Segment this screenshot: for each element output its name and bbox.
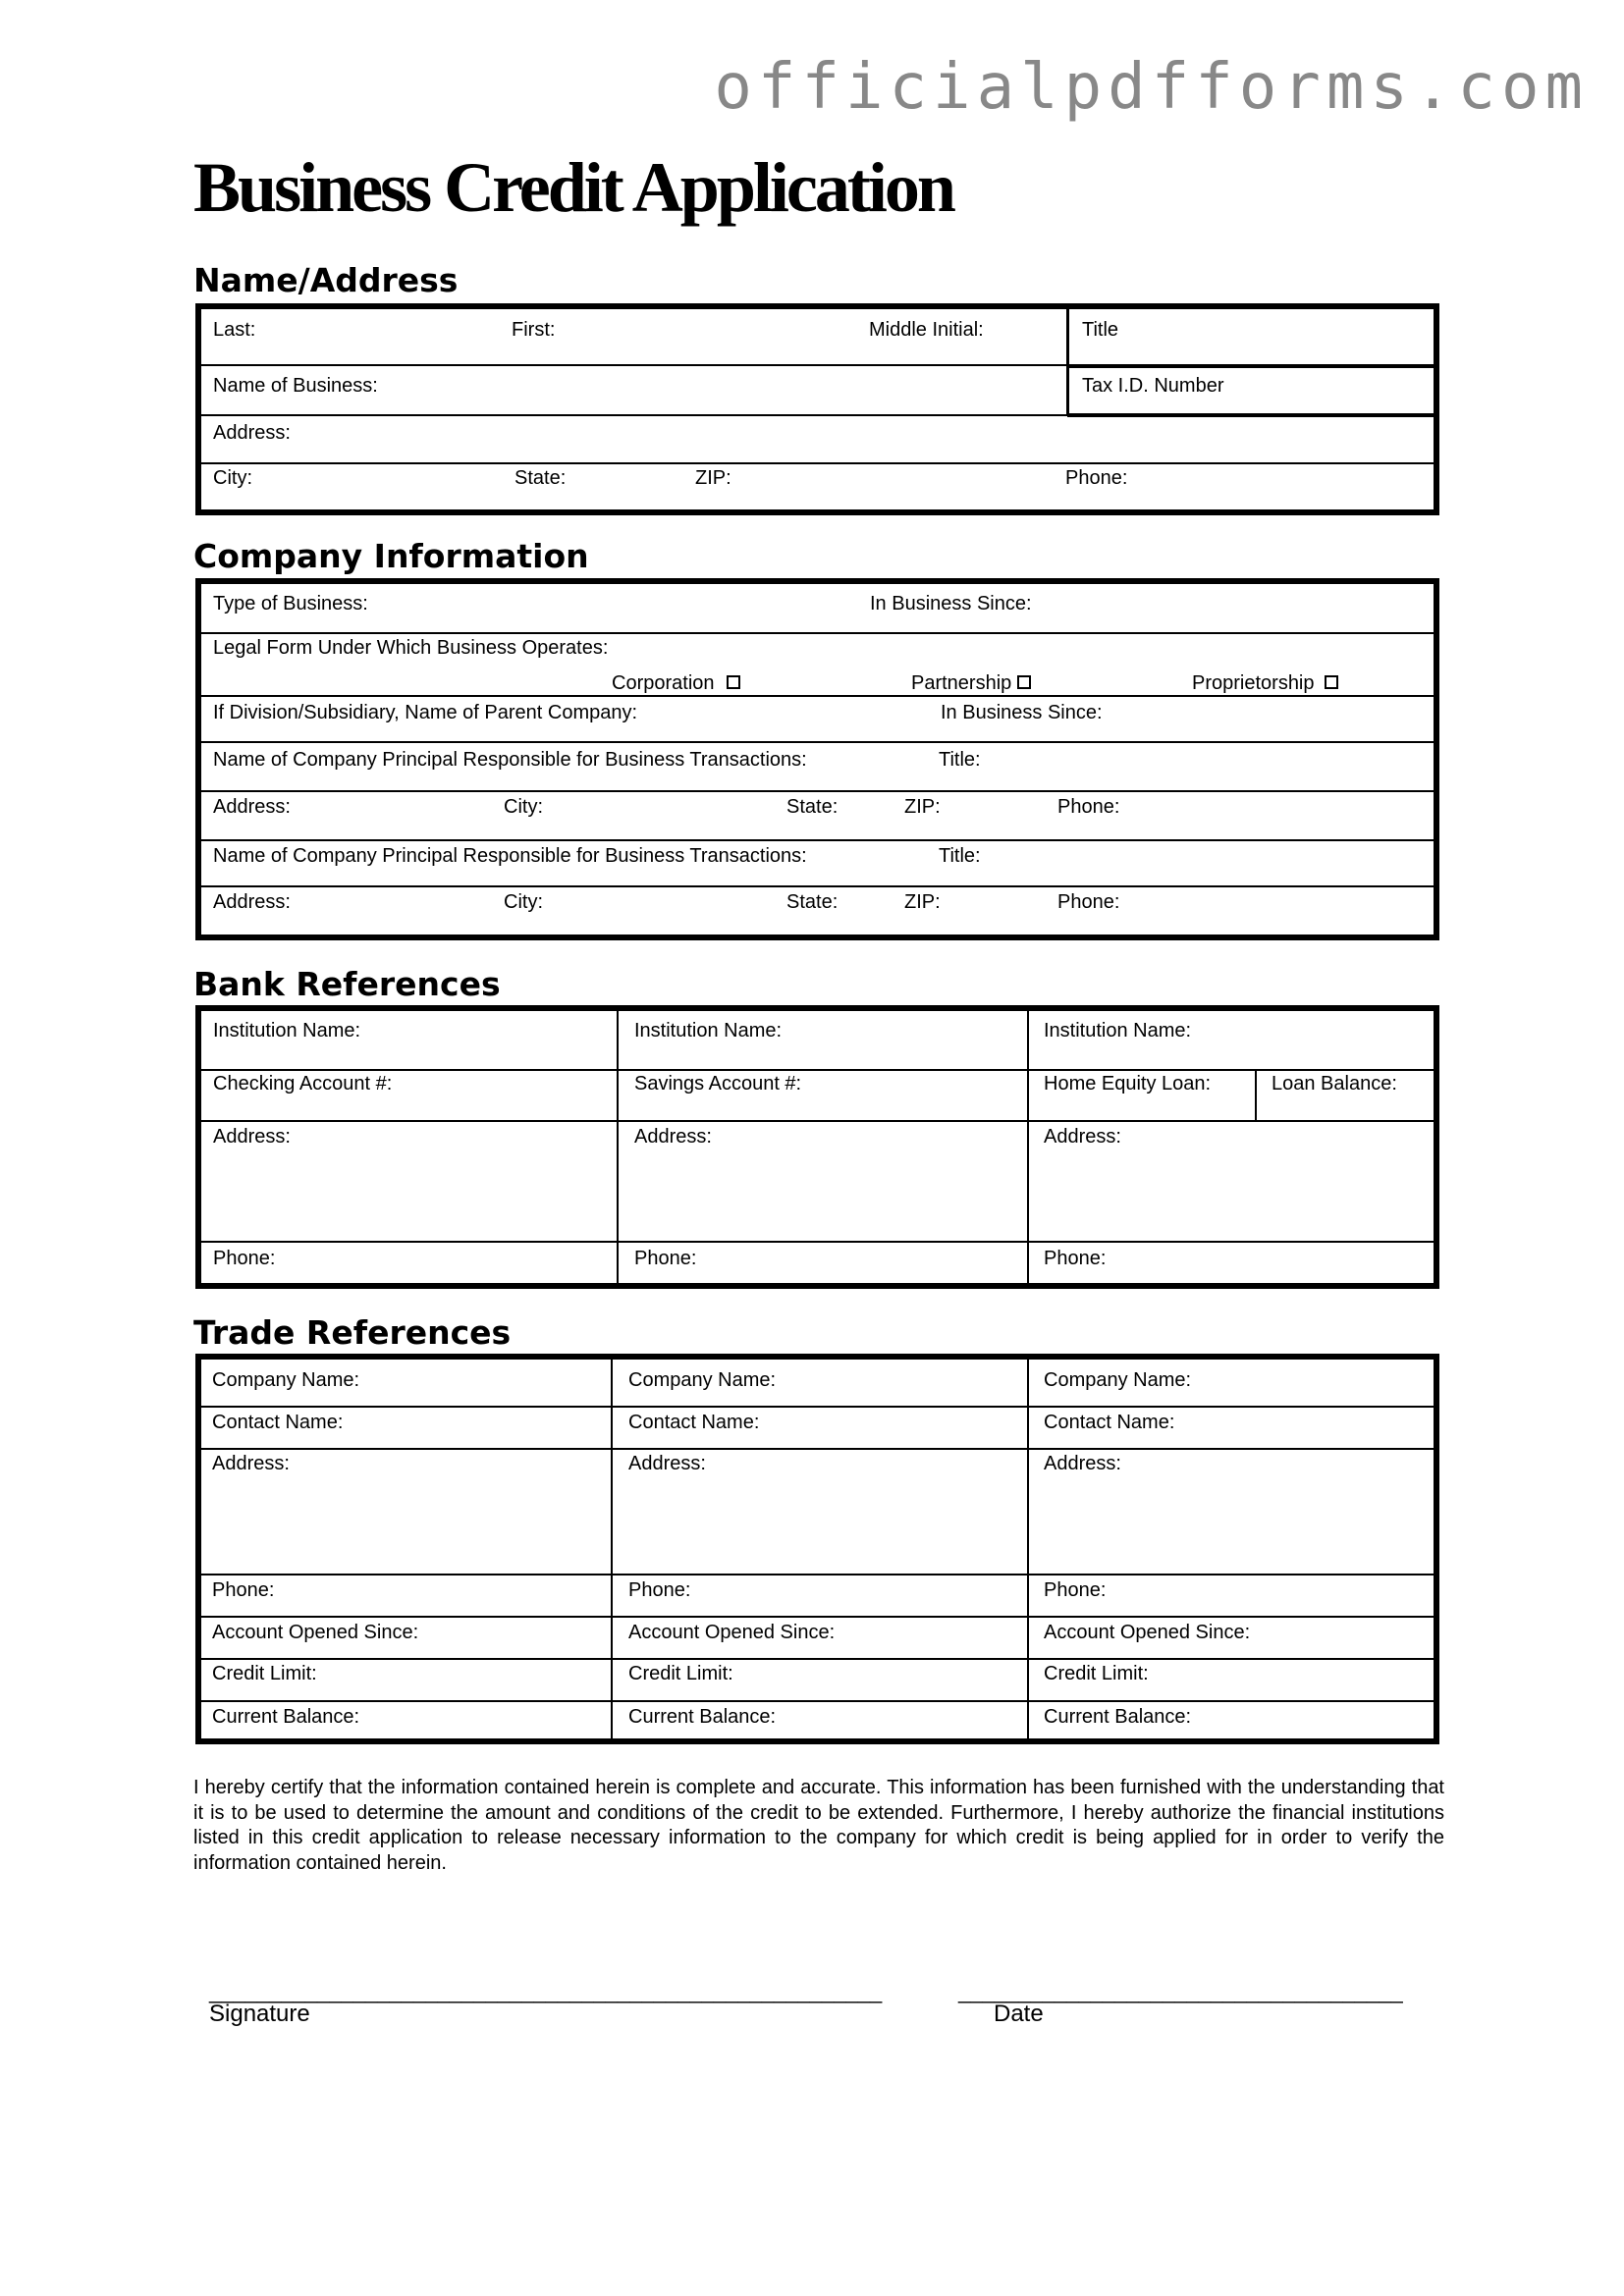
principal-2-city-field[interactable]: City: (504, 891, 543, 913)
watermark: officialpdfforms.com (714, 51, 1589, 124)
trade-3-limit-field[interactable]: Credit Limit: (1044, 1663, 1149, 1684)
legal-form-label: Legal Form Under Which Business Operates: (213, 637, 609, 659)
principal-1-name-field[interactable]: Name of Company Principal Responsible for Business Transactions: (213, 749, 807, 771)
parent-since-field[interactable]: In Business Since: (941, 702, 1103, 723)
state-field[interactable]: State: (514, 467, 567, 489)
date-label: Date (994, 2001, 1044, 2027)
corporation-checkbox[interactable] (727, 675, 740, 689)
principal-1-title-field[interactable]: Title: (939, 749, 981, 771)
trade-1-opened-field[interactable]: Account Opened Since: (212, 1622, 419, 1643)
title-field[interactable]: Title (1082, 319, 1119, 341)
trade-1-limit-field[interactable]: Credit Limit: (212, 1663, 317, 1684)
principal-1-city-field[interactable]: City: (504, 796, 543, 818)
bank-3-address-field[interactable]: Address: (1044, 1126, 1121, 1148)
first-name-field[interactable]: First: (512, 319, 556, 341)
bank-1-institution-field[interactable]: Institution Name: (213, 1020, 361, 1041)
tax-id-field[interactable]: Tax I.D. Number (1082, 375, 1224, 397)
bank-box (195, 1005, 1439, 1289)
bank-1-phone-field[interactable]: Phone: (213, 1248, 276, 1269)
partnership-label: Partnership (911, 672, 1012, 694)
section-heading-bank: Bank References (193, 965, 501, 1003)
date-line[interactable]: _____________________________________ (958, 1979, 1403, 2003)
name-address-box (195, 303, 1439, 515)
principal-1-phone-field[interactable]: Phone: (1057, 796, 1120, 818)
principal-2-title-field[interactable]: Title: (939, 845, 981, 867)
parent-company-field[interactable]: If Division/Subsidiary, Name of Parent Company: (213, 702, 638, 723)
business-name-field[interactable]: Name of Business: (213, 375, 378, 397)
section-heading-company: Company Information (193, 537, 589, 575)
city-field[interactable]: City: (213, 467, 252, 489)
trade-3-address-field[interactable]: Address: (1044, 1453, 1121, 1474)
bank-2-address-field[interactable]: Address: (634, 1126, 712, 1148)
signature-line[interactable]: ________________________________________________________ (209, 1979, 883, 2003)
trade-1-balance-field[interactable]: Current Balance: (212, 1706, 360, 1728)
savings-account-field[interactable]: Savings Account #: (634, 1073, 802, 1095)
trade-2-address-field[interactable]: Address: (628, 1453, 706, 1474)
trade-2-limit-field[interactable]: Credit Limit: (628, 1663, 733, 1684)
company-box (195, 578, 1439, 940)
trade-1-address-field[interactable]: Address: (212, 1453, 290, 1474)
trade-3-company-field[interactable]: Company Name: (1044, 1369, 1192, 1391)
certification-text: I hereby certify that the information contained herein is complete and accurate. This information has been furnished with the understanding that it is to be used to determine the amount and conditions of the credit to be extended. Furthermore, I hereby authorize the financial institutions listed in this credit application to release necessary information to the company for which credit is being applied for in order to verify the information contained herein. (193, 1777, 1444, 1874)
proprietorship-option[interactable] (1192, 671, 1338, 695)
business-type-field[interactable]: Type of Business: (213, 593, 368, 614)
home-equity-field[interactable]: Home Equity Loan: (1044, 1073, 1212, 1095)
zip-field[interactable]: ZIP: (695, 467, 731, 489)
business-since-field[interactable]: In Business Since: (870, 593, 1032, 614)
principal-2-state-field[interactable]: State: (786, 891, 839, 913)
principal-1-state-field[interactable]: State: (786, 796, 839, 818)
page-title: Business Credit Application (193, 148, 953, 227)
middle-initial-field[interactable]: Middle Initial: (869, 319, 984, 341)
trade-1-phone-field[interactable]: Phone: (212, 1579, 275, 1601)
trade-3-balance-field[interactable]: Current Balance: (1044, 1706, 1192, 1728)
bank-2-phone-field[interactable]: Phone: (634, 1248, 697, 1269)
trade-2-phone-field[interactable]: Phone: (628, 1579, 691, 1601)
signature-label: Signature (209, 2001, 310, 2027)
principal-2-name-field[interactable]: Name of Company Principal Responsible for Business Transactions: (213, 845, 807, 867)
section-heading-name-address: Name/Address (193, 261, 459, 299)
partnership-checkbox[interactable] (1017, 675, 1031, 689)
corporation-label: Corporation (612, 672, 715, 694)
proprietorship-label: Proprietorship (1192, 672, 1315, 694)
corporation-option[interactable] (612, 671, 740, 695)
bank-3-phone-field[interactable]: Phone: (1044, 1248, 1107, 1269)
bank-2-institution-field[interactable]: Institution Name: (634, 1020, 783, 1041)
principal-1-address-field[interactable]: Address: (213, 796, 291, 818)
principal-1-zip-field[interactable]: ZIP: (904, 796, 941, 818)
phone-field[interactable]: Phone: (1065, 467, 1128, 489)
trade-3-phone-field[interactable]: Phone: (1044, 1579, 1107, 1601)
trade-2-company-field[interactable]: Company Name: (628, 1369, 777, 1391)
trade-3-contact-field[interactable]: Contact Name: (1044, 1412, 1175, 1433)
trade-1-company-field[interactable]: Company Name: (212, 1369, 360, 1391)
trade-1-contact-field[interactable]: Contact Name: (212, 1412, 344, 1433)
loan-balance-field[interactable]: Loan Balance: (1272, 1073, 1397, 1095)
principal-2-phone-field[interactable]: Phone: (1057, 891, 1120, 913)
trade-2-opened-field[interactable]: Account Opened Since: (628, 1622, 836, 1643)
principal-2-address-field[interactable]: Address: (213, 891, 291, 913)
bank-3-institution-field[interactable]: Institution Name: (1044, 1020, 1192, 1041)
trade-box (195, 1354, 1439, 1744)
trade-2-contact-field[interactable]: Contact Name: (628, 1412, 760, 1433)
bank-1-address-field[interactable]: Address: (213, 1126, 291, 1148)
trade-3-opened-field[interactable]: Account Opened Since: (1044, 1622, 1251, 1643)
section-heading-trade: Trade References (193, 1313, 512, 1352)
last-name-field[interactable]: Last: (213, 319, 256, 341)
principal-2-zip-field[interactable]: ZIP: (904, 891, 941, 913)
trade-2-balance-field[interactable]: Current Balance: (628, 1706, 777, 1728)
address-field[interactable]: Address: (213, 422, 291, 444)
partnership-option[interactable] (911, 671, 1031, 695)
checking-account-field[interactable]: Checking Account #: (213, 1073, 393, 1095)
proprietorship-checkbox[interactable] (1325, 675, 1338, 689)
